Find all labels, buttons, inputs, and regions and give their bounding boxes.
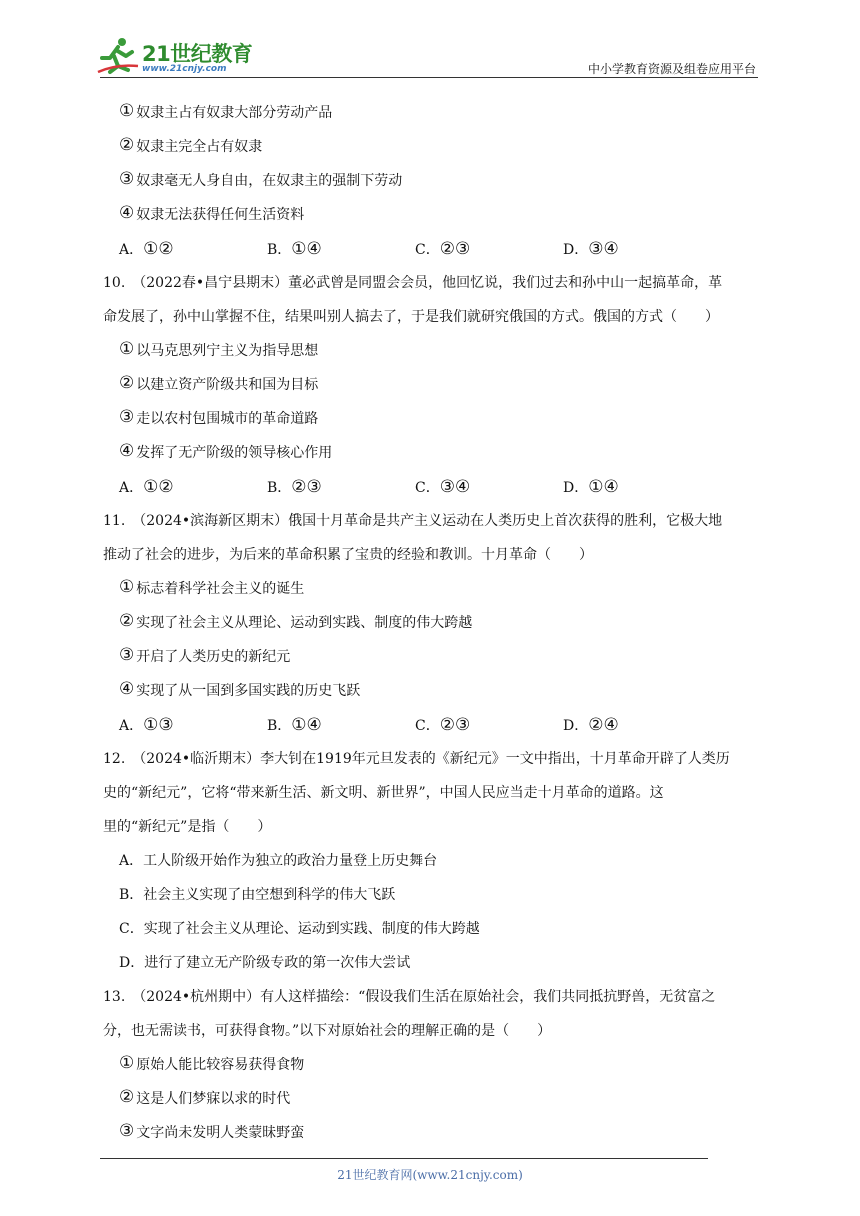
- answer-options: [103, 708, 763, 742]
- option-marker: ②: [291, 477, 307, 497]
- logo-title: 21世纪教育: [142, 42, 253, 66]
- statement-item: [103, 96, 763, 130]
- statement-text: 奴隶主完全占有奴隶: [136, 139, 263, 155]
- question-stem-line: 推动了社会的进步，为后来的革命积累了宝贵的经验和教训。十月革命（ ）: [103, 547, 593, 563]
- option-marker: ③: [158, 715, 174, 735]
- statement-item: [103, 674, 763, 708]
- logo-url: www.21cnjy.com: [142, 64, 227, 74]
- question-stem-line: 分，也无需读书，可获得食物。”以下对原始社会的理解正确的是（ ）: [103, 1023, 552, 1039]
- runner-logo-icon: [96, 36, 140, 76]
- option-marker: ④: [603, 477, 619, 497]
- answer-option[interactable]: [563, 470, 711, 504]
- option-letter: C．: [415, 480, 440, 496]
- answer-option[interactable]: [563, 708, 711, 742]
- choice-option[interactable]: C．实现了社会主义从理论、运动到实践、制度的伟大跨越: [119, 921, 480, 937]
- option-letter: D．: [563, 242, 589, 258]
- statement-marker: ②: [119, 611, 135, 631]
- answer-option[interactable]: [563, 232, 711, 266]
- statement-marker: ①: [119, 577, 135, 597]
- statement-marker: ④: [119, 441, 135, 461]
- statement-item: [103, 130, 763, 164]
- option-marker: ①: [291, 715, 307, 735]
- answer-option[interactable]: [415, 708, 563, 742]
- statement-text: 奴隶无法获得任何生活资料: [136, 207, 305, 223]
- statement-item: [103, 1116, 763, 1150]
- statement-text: 奴隶毫无人身自由，在奴隶主的强制下劳动: [136, 173, 403, 189]
- statement-text: 这是人们梦寐以求的时代: [136, 1091, 291, 1107]
- option-marker: ④: [454, 477, 471, 497]
- choice-option[interactable]: B．社会主义实现了由空想到科学的伟大飞跃: [119, 887, 396, 903]
- statement-text: 标志着科学社会主义的诞生: [136, 581, 305, 597]
- statement-item: [103, 164, 763, 198]
- statement-item: [103, 436, 763, 470]
- question-stem-line: 里的“新纪元”是指（ ）: [103, 819, 272, 835]
- statement-item: [103, 606, 763, 640]
- statement-marker: ④: [119, 203, 135, 223]
- answer-option[interactable]: [267, 708, 415, 742]
- option-marker: ③: [454, 715, 471, 735]
- option-marker: ②: [439, 715, 455, 735]
- option-marker: ④: [603, 239, 619, 259]
- statement-item: [103, 1082, 763, 1116]
- statement-item: [103, 402, 763, 436]
- choice-option[interactable]: D．进行了建立无产阶级专政的第一次伟大尝试: [119, 955, 411, 971]
- answer-option[interactable]: [119, 232, 267, 266]
- statement-marker: ③: [119, 1121, 135, 1141]
- option-marker: ③: [439, 477, 455, 497]
- option-marker: ②: [158, 239, 174, 259]
- statement-text: 实现了社会主义从理论、运动到实践、制度的伟大跨越: [136, 615, 473, 631]
- site-logo[interactable]: [96, 36, 266, 76]
- statement-marker: ①: [119, 339, 135, 359]
- option-letter: D．: [563, 480, 589, 496]
- answer-options: [103, 470, 763, 504]
- statement-marker: ③: [119, 169, 135, 189]
- option-letter: B．: [267, 718, 292, 734]
- answer-option[interactable]: [267, 470, 415, 504]
- option-marker: ③: [306, 477, 322, 497]
- option-letter: A．: [119, 718, 144, 734]
- option-marker: ②: [439, 239, 455, 259]
- option-marker: ②: [158, 477, 174, 497]
- page-header: [96, 30, 756, 78]
- option-letter: D．: [563, 718, 589, 734]
- option-letter: A．: [119, 242, 144, 258]
- option-marker: ①: [143, 715, 159, 735]
- option-marker: ④: [306, 715, 322, 735]
- option-marker: ①: [143, 477, 159, 497]
- statement-marker: ②: [119, 373, 135, 393]
- question-stem-line: 11. （2024•滨海新区期末）俄国十月革命是共产主义运动在人类历史上首次获得的胜利，它极大地: [103, 513, 723, 529]
- statement-item: [103, 572, 763, 606]
- statement-item: [103, 1048, 763, 1082]
- answer-option[interactable]: [415, 470, 563, 504]
- statement-item: [103, 198, 763, 232]
- question-stem-line: 10. （2022春•昌宁县期末）董必武曾是同盟会会员，他回忆说，我们过去和孙中山一起搞革命，革: [103, 275, 723, 291]
- statement-item: [103, 368, 763, 402]
- footer-divider: [100, 1158, 708, 1159]
- statement-text: 以建立资产阶级共和国为目标: [136, 377, 319, 393]
- option-letter: C．: [415, 718, 440, 734]
- statement-text: 以马克思列宁主义为指导思想: [136, 343, 319, 359]
- answer-option[interactable]: [267, 232, 415, 266]
- option-letter: C．: [415, 242, 440, 258]
- statement-text: 发挥了无产阶级的领导核心作用: [136, 445, 333, 461]
- statement-marker: ②: [119, 135, 135, 155]
- statement-text: 文字尚未发明人类蒙昧野蛮: [136, 1125, 305, 1141]
- option-letter: A．: [119, 480, 144, 496]
- question-stem-line: 史的“新纪元”，它将“带来新生活、新文明、新世界”，中国人民应当走十月革命的道路。这: [103, 785, 664, 801]
- statement-text: 走以农村包围城市的革命道路: [136, 411, 319, 427]
- statement-text: 开启了人类历史的新纪元: [136, 649, 291, 665]
- question-stem-line: 13. （2024•杭州期中）有人这样描绘：“假设我们生活在原始社会，我们共同抵抗野兽，无贫富之: [103, 989, 716, 1005]
- statement-text: 原始人能比较容易获得食物: [136, 1057, 305, 1073]
- option-marker: ④: [306, 239, 322, 259]
- question-stem-line: 12. （2024•临沂期末）李大钊在1919年元旦发表的《新纪元》一文中指出，十月革命开辟了人类历: [103, 751, 730, 767]
- header-divider: [100, 77, 758, 78]
- statement-marker: ①: [119, 101, 135, 121]
- statement-text: 实现了从一国到多国实践的历史飞跃: [136, 683, 361, 699]
- statement-item: [103, 334, 763, 368]
- option-letter: B．: [267, 242, 292, 258]
- option-marker: ①: [143, 239, 159, 259]
- option-marker: ②: [588, 715, 604, 735]
- question-stem-line: 命发展了，孙中山掌握不住，结果叫别人搞去了，于是我们就研究俄国的方式。俄国的方式（ ）: [103, 309, 719, 325]
- statement-marker: ①: [119, 1053, 135, 1073]
- statement-marker: ④: [119, 679, 135, 699]
- answer-option[interactable]: [119, 708, 267, 742]
- option-marker: ③: [454, 239, 471, 259]
- option-marker: ①: [588, 477, 604, 497]
- option-marker: ③: [588, 239, 604, 259]
- option-letter: B．: [267, 480, 292, 496]
- platform-name: 中小学教育资源及组卷应用平台: [587, 62, 756, 76]
- statement-marker: ③: [119, 407, 135, 427]
- option-marker: ④: [603, 715, 619, 735]
- answer-option[interactable]: [415, 232, 563, 266]
- question-content: [103, 96, 763, 1150]
- option-marker: ①: [291, 239, 307, 259]
- choice-option[interactable]: A．工人阶级开始作为独立的政治力量登上历史舞台: [119, 853, 438, 869]
- statement-item: [103, 640, 763, 674]
- statement-marker: ③: [119, 645, 135, 665]
- statement-text: 奴隶主占有奴隶大部分劳动产品: [136, 105, 333, 121]
- footer-link[interactable]: 21世纪教育网(www.21cnjy.com): [337, 1168, 523, 1182]
- answer-option[interactable]: [119, 470, 267, 504]
- statement-marker: ②: [119, 1087, 135, 1107]
- answer-options: [103, 232, 763, 266]
